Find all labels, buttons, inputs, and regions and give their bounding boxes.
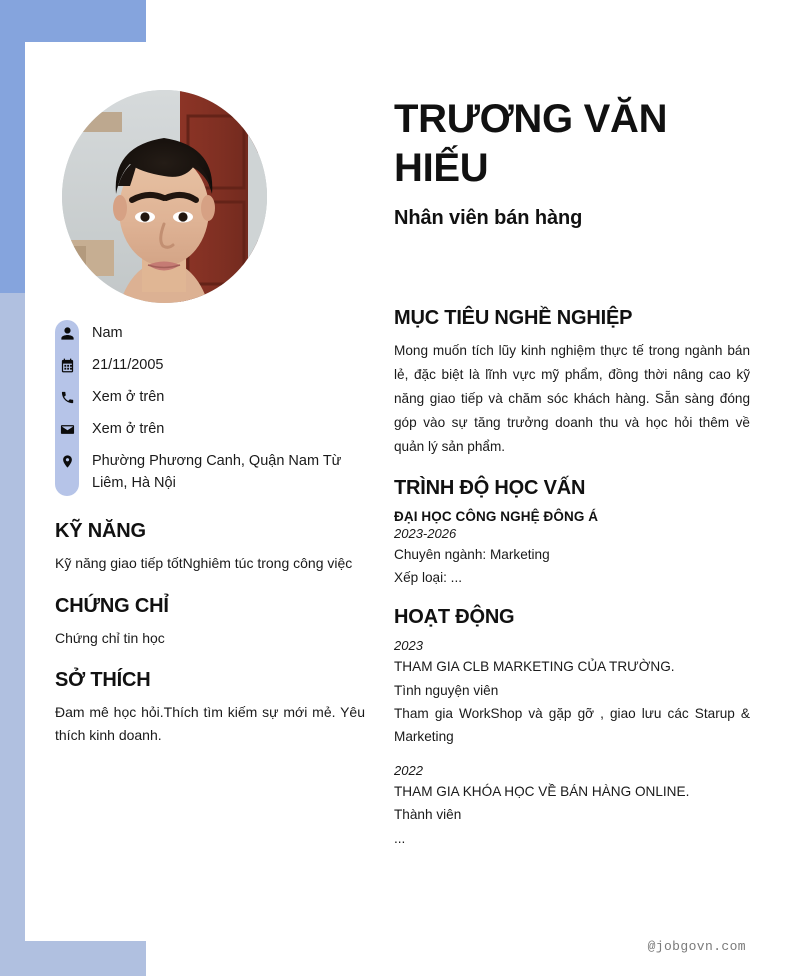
- activity-role: Thành viên: [394, 807, 462, 823]
- page-title-full-name: TRƯƠNG VĂN HIẾU: [394, 97, 668, 190]
- section-activities: [394, 606, 750, 850]
- contact-row-phone: [55, 381, 365, 413]
- activity-title: THAM GIA CLB MARKETING CỦA TRƯỜNG.: [394, 659, 675, 675]
- email-icon: [55, 413, 79, 445]
- section-heading-education: TRÌNH ĐỘ HỌC VẤN: [394, 476, 586, 499]
- job-title: Nhân viên bán hàng: [394, 206, 583, 229]
- section-heading-hobbies: SỞ THÍCH: [55, 669, 151, 692]
- section-heading-objective: MỤC TIÊU NGHỀ NGHIỆP: [394, 306, 633, 329]
- profile-photo-image: [62, 90, 267, 303]
- contact-row-email: [55, 413, 365, 445]
- contact-row-address: [55, 445, 365, 494]
- education-major: Chuyên ngành: Marketing: [394, 546, 550, 562]
- education-years: 2023-2026: [394, 525, 457, 541]
- contact-value-address: Phường Phương Canh, Quận Nam Từ Liêm, Hà Nội: [92, 453, 342, 492]
- activity-year: 2022: [394, 762, 423, 778]
- education-grade: Xếp loại: ...: [394, 569, 463, 585]
- contact-value-phone: Xem ở trên: [92, 389, 165, 405]
- section-body-certificates: Chứng chỉ tin học: [55, 629, 165, 646]
- activity-entry: [394, 763, 750, 850]
- section-body-skills: Kỹ năng giao tiếp tốtNghiêm túc trong công việc: [55, 555, 353, 572]
- contact-row-gender: [55, 317, 365, 349]
- activity-role: Tình nguyện viên: [394, 682, 499, 698]
- section-career-objective: [394, 307, 750, 460]
- activity-year: 2023: [394, 638, 423, 654]
- location-icon: [55, 445, 79, 477]
- phone-icon: [55, 381, 79, 413]
- contact-block: [55, 317, 365, 500]
- right-column: [394, 95, 750, 867]
- section-education: [394, 477, 750, 590]
- person-icon: [55, 317, 79, 349]
- section-heading-skills: KỸ NĂNG: [55, 520, 146, 543]
- section-heading-activities: HOẠT ĐỘNG: [394, 606, 515, 629]
- left-column: [55, 90, 365, 747]
- section-skills: [55, 520, 365, 575]
- education-school-name: ĐẠI HỌC CÔNG NGHỆ ĐÔNG Á: [394, 508, 599, 524]
- contact-value-email: Xem ở trên: [92, 421, 165, 437]
- section-certificates: [55, 595, 365, 650]
- profile-photo: [62, 90, 267, 303]
- contact-value-gender: Nam: [92, 325, 123, 341]
- activity-title: THAM GIA KHÓA HỌC VỀ BÁN HÀNG ONLINE.: [394, 783, 690, 799]
- activity-entry: [394, 638, 750, 749]
- activity-detail: Tham gia WorkShop và gặp gỡ , giao lưu các Starup & Marketing: [394, 706, 750, 745]
- section-body-objective: Mong muốn tích lũy kinh nghiệm thực tế trong ngành bán lẻ, đặc biệt là lĩnh vực mỹ phẩm, đồng thời nâng cao kỹ năng giao tiếp và chăm sóc khách hàng. Sẵn sàng đóng góp vào sự tăng trưởng doanh thu và học hỏi thêm về quản lý sản phẩm.: [394, 342, 750, 455]
- activity-detail: ...: [394, 830, 406, 846]
- calendar-icon: [55, 349, 79, 381]
- section-body-hobbies: Đam mê học hỏi.Thích tìm kiếm sự mới mẻ. Yêu thích kinh doanh.: [55, 704, 365, 744]
- watermark: @jobgovn.com: [647, 939, 746, 954]
- contact-value-birthdate: 21/11/2005: [92, 357, 164, 373]
- section-hobbies: [55, 669, 365, 746]
- section-heading-certificates: CHỨNG CHỈ: [55, 594, 169, 617]
- contact-row-birthdate: [55, 349, 365, 381]
